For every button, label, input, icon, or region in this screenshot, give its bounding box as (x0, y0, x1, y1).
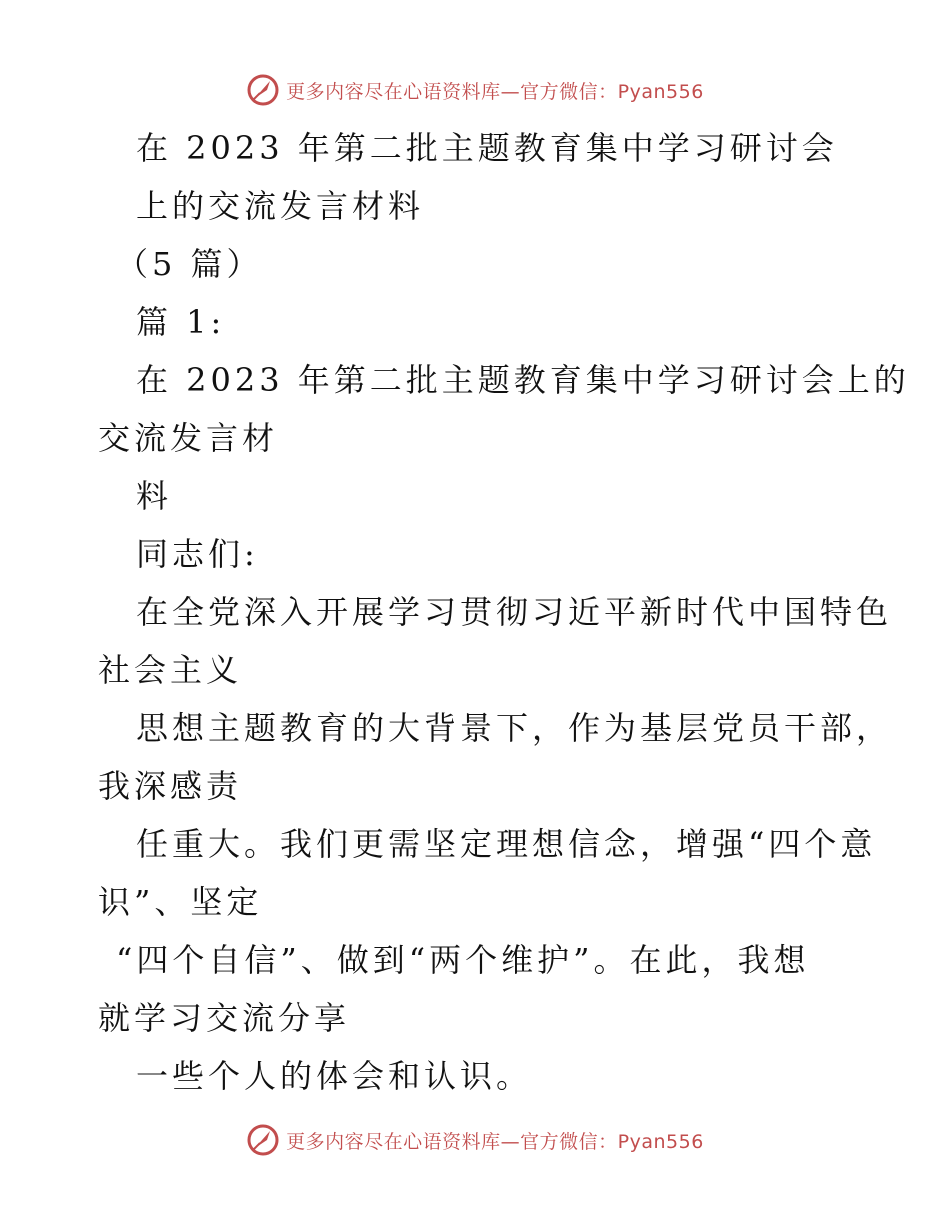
paragraph-line: 我深感责 (98, 767, 243, 805)
article-count: （5 篇） (116, 245, 263, 283)
paragraph-line: 识”、坚定 (98, 883, 263, 921)
article-title-line-3: 料 (136, 477, 173, 515)
paragraph-line: 思想主题教育的大背景下，作为基层党员干部， (136, 709, 893, 747)
feather-logo-icon (246, 1123, 280, 1157)
paragraph-line: 一些个人的体会和认识。 (136, 1057, 533, 1095)
article-title-line-1: 在 2023 年第二批主题教育集中学习研讨会上的 (136, 361, 910, 399)
paragraph-line: 任重大。我们更需坚定理想信念，增强“四个意 (136, 825, 877, 863)
watermark-footer (0, 1118, 950, 1162)
paragraph-line: 社会主义 (98, 651, 243, 689)
title-line-2: 上的交流发言材料 (136, 187, 425, 225)
watermark-text: 更多内容尽在心语资料库—官方微信：Pyan556 (286, 80, 704, 103)
paragraph-line: “四个自信”、做到“两个维护”。在此，我想 (116, 941, 810, 979)
paragraph-line: 就学习交流分享 (98, 999, 351, 1037)
salutation: 同志们: (136, 535, 259, 573)
article-heading: 篇 1: (136, 303, 226, 341)
paragraph-line: 在全党深入开展学习贯彻习近平新时代中国特色 (136, 593, 893, 631)
watermark-text: 更多内容尽在心语资料库—官方微信：Pyan556 (286, 1130, 704, 1153)
title-line-1: 在 2023 年第二批主题教育集中学习研讨会 (136, 129, 838, 167)
article-title-line-2: 交流发言材 (98, 419, 279, 457)
